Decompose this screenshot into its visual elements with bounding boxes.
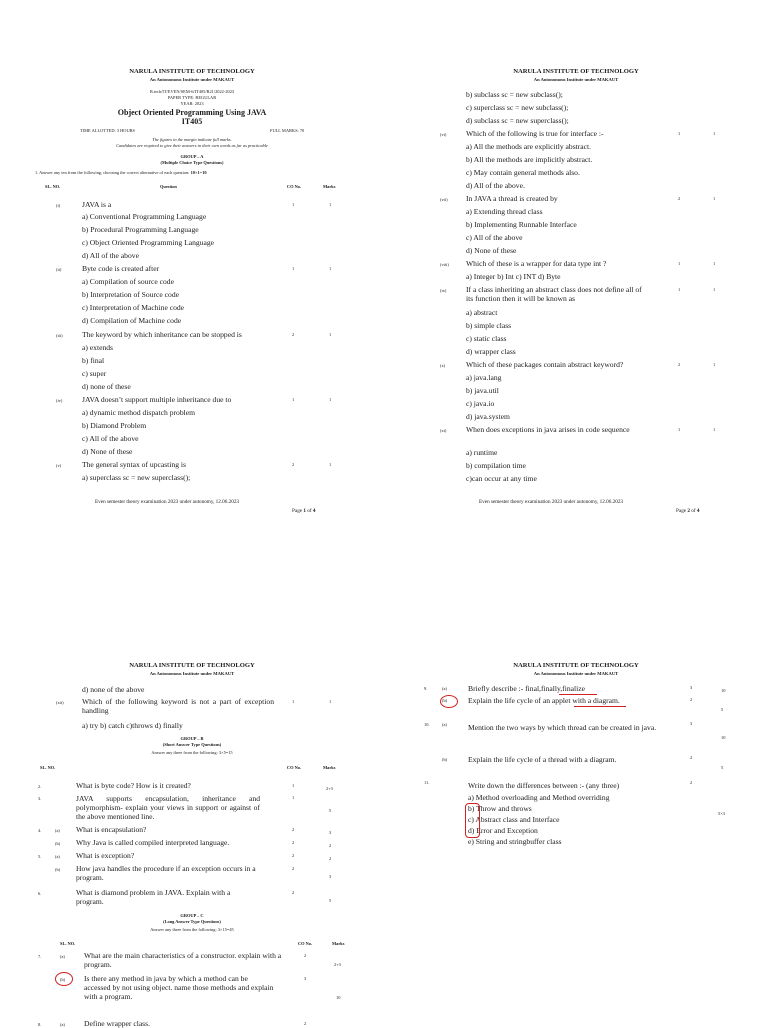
- red-circle-annotation: [55, 972, 73, 986]
- question-number: 10.: [424, 722, 430, 727]
- option-d: d) none of these: [82, 382, 131, 391]
- page-footer: Even semester theory examination 2023 under autonomy, 12.06.2023: [479, 499, 624, 505]
- question-number: 8.: [38, 1022, 42, 1027]
- exam-page-2: [384, 0, 768, 512]
- page-indicator: Page 1 of 4: [292, 508, 316, 514]
- institute-name: NARULA INSTITUTE OF TECHNOLOGY: [129, 68, 255, 75]
- sub-question-label: (b): [55, 867, 61, 872]
- question-text: Why Java is called compiled interpreted language.: [76, 838, 230, 847]
- marks-value: 2: [329, 843, 332, 848]
- co-number: 2: [304, 1021, 307, 1026]
- institute-affiliation: An Autonomous Institute under MAKAUT: [149, 671, 235, 676]
- question-number: 9.: [424, 686, 428, 691]
- question-text: Which of the following keyword is not a part of exception handling: [82, 697, 274, 715]
- co-number: 2: [292, 890, 295, 895]
- co-number: 2: [690, 755, 693, 760]
- option-a: a) Conventional Programming Language: [82, 212, 207, 221]
- question-number: (i): [56, 203, 61, 208]
- group-b-type: (Short Answer Type Questions): [162, 742, 222, 747]
- option-d: d) Error and Exception: [468, 826, 538, 835]
- question-text: Explain the life cycle of a thread with a diagram.: [468, 755, 617, 764]
- group-c-title: GROUP – C: [180, 913, 204, 918]
- co-number: 1: [292, 202, 295, 207]
- option-b: b) Procedural Programming Language: [82, 225, 199, 234]
- group-b-title: GROUP – B: [180, 736, 204, 741]
- question-text: Which of these packages contain abstract keyword?: [466, 360, 624, 369]
- group-a-type: (Multiple Choice Type Questions): [160, 160, 224, 165]
- marks-value: 10: [336, 995, 341, 1000]
- marks-value: 5: [329, 898, 332, 903]
- question-number: (x): [440, 363, 446, 368]
- marks-value: 1: [329, 462, 332, 467]
- group-c-type: (Long Answer Type Questions): [163, 919, 221, 924]
- option-b: b) java.util: [466, 386, 499, 395]
- marks-value: 10: [721, 688, 726, 693]
- option-b: b) Throw and throws: [468, 804, 532, 813]
- question-number: (xi): [440, 428, 447, 433]
- group-b-instruction: Answer any three from the following: 3×5=15: [151, 750, 233, 755]
- question-text: Which of the following is true for interface :-: [466, 129, 604, 138]
- option-c: c) Object Oriented Programming Language: [82, 238, 215, 247]
- sub-question-label: (a): [60, 1022, 65, 1027]
- marks-value: 5×3: [718, 811, 725, 816]
- group-c-instruction: Answer any three from the following: 3×15=45: [150, 927, 234, 932]
- question-text: Byte code is created after: [82, 264, 160, 273]
- marks-value: 2: [329, 856, 332, 861]
- option-c: c) java.io: [466, 399, 495, 408]
- question-number: (iv): [56, 398, 63, 403]
- co-number: 2: [292, 853, 295, 858]
- institute-name: NARULA INSTITUTE OF TECHNOLOGY: [513, 68, 639, 75]
- exam-page-4: [384, 512, 768, 1024]
- option-a: a) Method overloading and Method overriding: [468, 793, 610, 802]
- exam-page-3: [0, 512, 384, 1028]
- option-c: c) superclass sc = new subclass();: [466, 103, 569, 112]
- marks-value: 1: [713, 196, 716, 201]
- sub-question-label: (b): [442, 698, 448, 703]
- question-number: (vi): [440, 132, 447, 137]
- marks-value: 3: [329, 830, 332, 835]
- question-text: If a class inheriting an abstract class does not define all of its function then it will be known as: [466, 285, 642, 303]
- co-number: 1: [678, 131, 681, 136]
- option-c: c) All of the above: [466, 233, 523, 242]
- option-c: c) static class: [466, 334, 507, 343]
- exam-year: YEAR: 2023: [180, 101, 204, 106]
- paper-title: Object Oriented Programming Using JAVA: [117, 108, 267, 117]
- co-number: 2: [678, 362, 681, 367]
- option-d: d) Compilation of Machine code: [82, 316, 182, 325]
- marks-value: 5: [329, 808, 332, 813]
- marks-value: 1: [713, 287, 716, 292]
- time-allotted: TIME ALLOTTED: 3 HOURS: [80, 128, 136, 133]
- option-c: c) All of the above: [82, 434, 139, 443]
- option-e: e) String and stringbuffer class: [468, 837, 562, 846]
- instruction-1: The figures in the margin indicate full marks.: [152, 137, 232, 142]
- question-text: Mention the two ways by which thread can be created in java.: [468, 723, 657, 732]
- co-number: 3: [690, 685, 693, 690]
- paper-type: PAPER TYPE: REGULAR: [167, 95, 217, 100]
- question-number: (v): [56, 463, 62, 468]
- question-text: JAVA supports encapsulation, inheritance and polymorphism- explain your views in support or against of the above mentioned line.: [76, 794, 260, 821]
- co-number: 2: [690, 697, 693, 702]
- option-a: a) java.lang: [466, 373, 502, 382]
- option-b: b) Diamond Problem: [82, 421, 147, 430]
- institute-affiliation: An Autonomous Institute under MAKAUT: [149, 77, 235, 82]
- option-c: c) Abstract class and Interface: [468, 815, 560, 824]
- sub-question-label: (b): [60, 977, 66, 982]
- group-a-title: GROUP – A: [180, 154, 204, 159]
- question-text: Is there any method in java by which a method can be accessed by not using object. name those methods and explain with a program.: [84, 974, 274, 1001]
- option-d: d) java.system: [466, 412, 510, 421]
- question-text: In JAVA a thread is created by: [466, 194, 558, 203]
- option-a: a) All the methods are explicitly abstract.: [466, 142, 592, 151]
- question-number: (xii): [56, 700, 64, 705]
- co-number: 1: [292, 397, 295, 402]
- question-number: (iii): [56, 333, 63, 338]
- co-number: 2: [292, 332, 295, 337]
- page-footer: Even semester theory examination 2023 under autonomy, 12.06.2023: [95, 499, 240, 505]
- sub-question-label: (b): [55, 841, 61, 846]
- marks-value: 1: [329, 266, 332, 271]
- marks-value: 1: [713, 131, 716, 136]
- marks-value: 1: [329, 202, 332, 207]
- marks-value: 3: [329, 874, 332, 879]
- co-number: 1: [678, 427, 681, 432]
- marks-value: 1: [329, 397, 332, 402]
- co-number: 2: [292, 840, 295, 845]
- red-circle-annotation: [440, 695, 458, 708]
- question-number: 4.: [38, 828, 42, 833]
- institute-affiliation: An Autonomous Institute under MAKAUT: [533, 77, 619, 82]
- option-a: a) abstract: [466, 308, 498, 317]
- col-co-no: CO No.: [298, 941, 313, 946]
- option-a: a) Compilation of source code: [82, 277, 174, 286]
- sub-question-label: (b): [442, 757, 448, 762]
- institute-affiliation: An Autonomous Institute under MAKAUT: [533, 671, 619, 676]
- sub-question-label: (a): [55, 828, 60, 833]
- option-d: d) subclass sc = new superclass();: [466, 116, 569, 125]
- co-number: 1: [292, 699, 295, 704]
- option-d: d) wrapper class: [466, 347, 516, 356]
- option-a: a) extends: [82, 343, 113, 352]
- red-underline-annotation: [574, 706, 626, 707]
- co-number: 2: [304, 953, 307, 958]
- co-number: 1: [292, 783, 295, 788]
- co-number: 2: [292, 866, 295, 871]
- co-number: 2: [690, 780, 693, 785]
- col-question: Question: [160, 184, 177, 189]
- institute-name: NARULA INSTITUTE OF TECHNOLOGY: [129, 662, 255, 669]
- option-b: b) simple class: [466, 321, 512, 330]
- option-a: a) try b) catch c)throws d) finally: [82, 721, 183, 730]
- question-text: The general syntax of upcasting is: [82, 460, 186, 469]
- option-d: d) None of these: [466, 246, 517, 255]
- question-number: 11.: [424, 780, 430, 785]
- question-text: Write down the differences between :- (any three): [468, 781, 620, 790]
- course-line: B.tech/IT/EVEN/SEM-6/IT405/R21/2022-2023: [149, 89, 235, 94]
- col-marks: Marks: [323, 184, 336, 189]
- option-a: a) superclass sc = new superclass();: [82, 473, 191, 482]
- co-number: 2: [292, 827, 295, 832]
- option-d: d) none of the above: [82, 685, 145, 694]
- option-d: d) All of the above: [82, 251, 139, 260]
- option-b: b) final: [82, 356, 105, 365]
- question-text: Define wrapper class.: [84, 1019, 150, 1028]
- question-number: 6.: [38, 891, 42, 896]
- option-a: a) Integer b) Int c) INT d) Byte: [466, 272, 561, 281]
- co-number: 2: [292, 462, 295, 467]
- marks-value: 5: [721, 765, 724, 770]
- option-a: a) dynamic method dispatch problem: [82, 408, 196, 417]
- option-c: c) May contain general methods also.: [466, 168, 580, 177]
- co-number: 3: [690, 721, 693, 726]
- sub-question-label: (a): [442, 686, 447, 691]
- marks-value: 5: [721, 707, 724, 712]
- option-c: c) Interpretation of Machine code: [82, 303, 185, 312]
- marks-value: 1: [329, 699, 332, 704]
- exam-page-1: [0, 0, 384, 512]
- col-sl-no: SL. NO.: [60, 941, 76, 946]
- col-sl-no: SL. NO.: [40, 765, 56, 770]
- option-b: b) compilation time: [466, 461, 526, 470]
- question-number: 5.: [38, 854, 42, 859]
- question-text: What is byte code? How is it created?: [76, 781, 191, 790]
- marks-value: 1: [713, 427, 716, 432]
- question-text: Which of these is a wrapper for data type int ?: [466, 259, 607, 268]
- question-text: How java handles the procedure if an exception occurs in a program.: [76, 864, 256, 882]
- page-indicator: Page 2 of 4: [676, 508, 700, 514]
- question-number: 7.: [38, 954, 42, 959]
- option-d: d) All of the above.: [466, 181, 525, 190]
- co-number: 1: [292, 795, 295, 800]
- question-text: JAVA is a: [82, 200, 112, 209]
- question-text: Briefly describe :- final,finally,finalize: [468, 684, 585, 693]
- sub-question-label: (a): [60, 954, 65, 959]
- question-text: Explain the life cycle of an applet with a diagram.: [468, 696, 620, 705]
- red-bracket-annotation: [465, 803, 480, 838]
- marks-value: 10: [721, 735, 726, 740]
- instruction-2: Candidates are required to give their answers in their own words as far as practicable: [116, 143, 268, 148]
- sub-question-label: (a): [442, 722, 447, 727]
- co-number: 2: [678, 196, 681, 201]
- marks-value: 1: [329, 332, 332, 337]
- co-number: 1: [292, 266, 295, 271]
- question-number: (viii): [440, 262, 449, 267]
- option-b: b) Implementing Runnable Interface: [466, 220, 577, 229]
- col-co-no: CO No.: [286, 765, 302, 770]
- question-text: What is diamond problem in JAVA. Explain with a program.: [76, 888, 231, 906]
- option-b: b) All the methods are implicitly abstract.: [466, 155, 593, 164]
- answer-instruction: 1. Answer any ten from the following, choosing the correct alternative of each question: 10×1=10: [35, 170, 207, 175]
- option-b: b) subclass sc = new subclass();: [466, 90, 563, 99]
- sub-question-label: (a): [55, 854, 60, 859]
- question-number: (ix): [440, 288, 447, 293]
- col-sl-no: SL. NO.: [45, 184, 61, 189]
- question-number: (ii): [56, 267, 62, 272]
- co-number: 3: [304, 976, 307, 981]
- question-text: JAVA doesn’t support multiple inheritance due to: [82, 395, 232, 404]
- option-c: c)can occur at any time: [466, 474, 537, 483]
- option-d: d) None of these: [82, 447, 133, 456]
- co-number: 1: [678, 261, 681, 266]
- col-marks: Marks: [332, 941, 345, 946]
- option-a: a) Extending thread class: [466, 207, 543, 216]
- question-number: (vii): [440, 197, 448, 202]
- marks-value: 1: [713, 261, 716, 266]
- question-text: What is encapsulation?: [76, 825, 147, 834]
- paper-code: IT405: [181, 117, 203, 126]
- co-number: 1: [678, 287, 681, 292]
- option-a: a) runtime: [466, 448, 498, 457]
- full-marks: FULL MARKS: 70: [270, 128, 305, 133]
- marks-value: 1: [713, 362, 716, 367]
- marks-value: 2+3: [334, 962, 341, 967]
- question-text: What are the main characteristics of a constructor. explain with a program.: [84, 951, 282, 969]
- institute-name: NARULA INSTITUTE OF TECHNOLOGY: [513, 662, 639, 669]
- question-text: The keyword by which inheritance can be stopped is: [82, 330, 242, 339]
- col-co-no: CO No.: [286, 184, 302, 189]
- question-number: 2.: [38, 784, 42, 789]
- red-underline-annotation: [559, 694, 597, 695]
- question-text: What is exception?: [76, 851, 135, 860]
- marks-value: 2+3: [326, 786, 333, 791]
- question-text: When does exceptions in java arises in code sequence: [466, 425, 630, 434]
- question-number: 3.: [38, 796, 42, 801]
- col-marks: Marks: [323, 765, 336, 770]
- option-c: c) super: [82, 369, 107, 378]
- option-b: b) Interpretation of Source code: [82, 290, 179, 299]
